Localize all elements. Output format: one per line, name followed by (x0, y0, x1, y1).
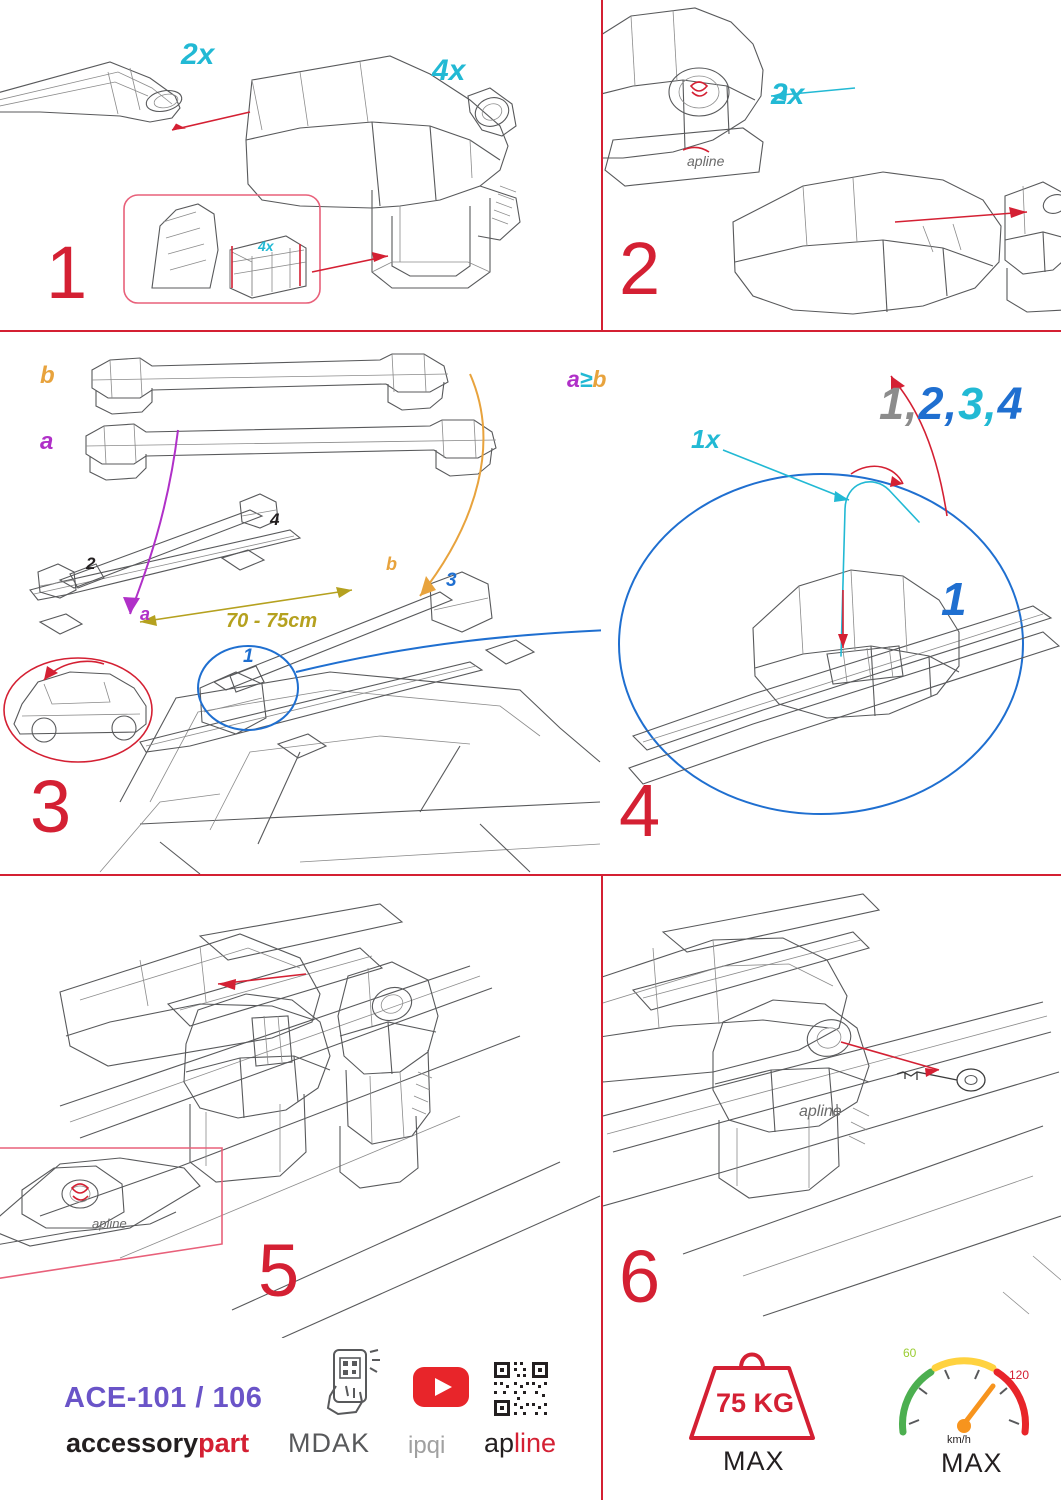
brand-accessorypart (66, 1428, 249, 1459)
footer-limits-panel (603, 1336, 1061, 1500)
step-3-panel (0, 332, 601, 874)
svg-text:apline: apline (687, 153, 725, 169)
step-2-panel (603, 0, 1061, 330)
step-1-panel (0, 0, 601, 330)
step-5-illustration (0, 876, 601, 1338)
brand-apline-part2: line (514, 1428, 557, 1458)
brand-apline (484, 1428, 556, 1459)
svg-text:apline: apline (92, 1216, 127, 1231)
youtube-icon[interactable] (412, 1366, 470, 1408)
max-load-caption: MAX (723, 1446, 785, 1476)
bar-label-a: a (40, 428, 54, 455)
speed-unit-label: km/h (947, 1434, 971, 1446)
qr-code-icon[interactable] (492, 1360, 550, 1418)
first-position-label: 1 (941, 573, 967, 625)
max-speed-caption: MAX (941, 1448, 1003, 1478)
step-5-number: 5 (258, 1229, 301, 1312)
step-2-illustration (603, 0, 1061, 330)
brand-accessory-part1: accessory (66, 1428, 199, 1458)
foot-quantity-label: 4x (432, 54, 466, 87)
step-6-illustration (603, 876, 1061, 1338)
brand-mdak: MDAK (288, 1428, 371, 1458)
step-5-panel (0, 876, 601, 1338)
brand-accessory-part2: part (198, 1428, 250, 1458)
seq-digit-4: 4 (997, 378, 1024, 429)
tighten-sequence (879, 378, 1024, 430)
bar-label-b: b (40, 362, 55, 389)
rule-a-ge-b (567, 366, 606, 393)
footer-brand-panel (0, 1340, 601, 1500)
qr-scan-phone-icon[interactable] (316, 1348, 390, 1420)
spacing-dimension: 70 - 75cm (226, 610, 318, 632)
brand-ipqi: ipqi (408, 1432, 446, 1459)
position-4-label: 4 (270, 510, 280, 529)
max-load-value: 75 KG (716, 1388, 795, 1418)
seq-digit-3: 3, (958, 378, 998, 429)
svg-text:apline: apline (799, 1103, 842, 1120)
tool-quantity-label: 1x (691, 424, 720, 454)
step-1-number: 1 (46, 231, 89, 314)
arrow-label-b: b (386, 554, 397, 574)
seq-digit-1: 1, (879, 378, 919, 429)
position-2-label: 2 (86, 554, 96, 573)
product-code: ACE-101 / 106 (64, 1382, 263, 1414)
bar-quantity-label: 2x (181, 38, 215, 71)
arrow-label-a: a (140, 604, 151, 624)
step-6-panel (603, 876, 1061, 1338)
rule-a-label: a (567, 366, 580, 392)
brand-apline-part1: ap (484, 1428, 515, 1458)
step-4-panel (567, 332, 1061, 874)
seq-digit-2: 2, (918, 378, 959, 429)
step-3-number: 3 (30, 765, 73, 848)
lock-quantity-label: 2x (771, 78, 805, 111)
step-1-illustration (0, 0, 601, 330)
step-3-illustration (0, 332, 601, 874)
step-6-number: 6 (619, 1235, 662, 1318)
rule-b-label: b (592, 366, 607, 392)
step-2-number: 2 (619, 227, 662, 310)
position-1-label: 1 (243, 646, 254, 667)
rule-ge-symbol: ≥ (579, 366, 593, 392)
pad-quantity-label: 4x (258, 238, 274, 254)
gauge-min-label: 60 (903, 1346, 917, 1360)
step-4-number: 4 (619, 769, 662, 852)
gauge-max-label: 120 (1009, 1368, 1030, 1382)
position-3-label: 3 (446, 570, 457, 591)
